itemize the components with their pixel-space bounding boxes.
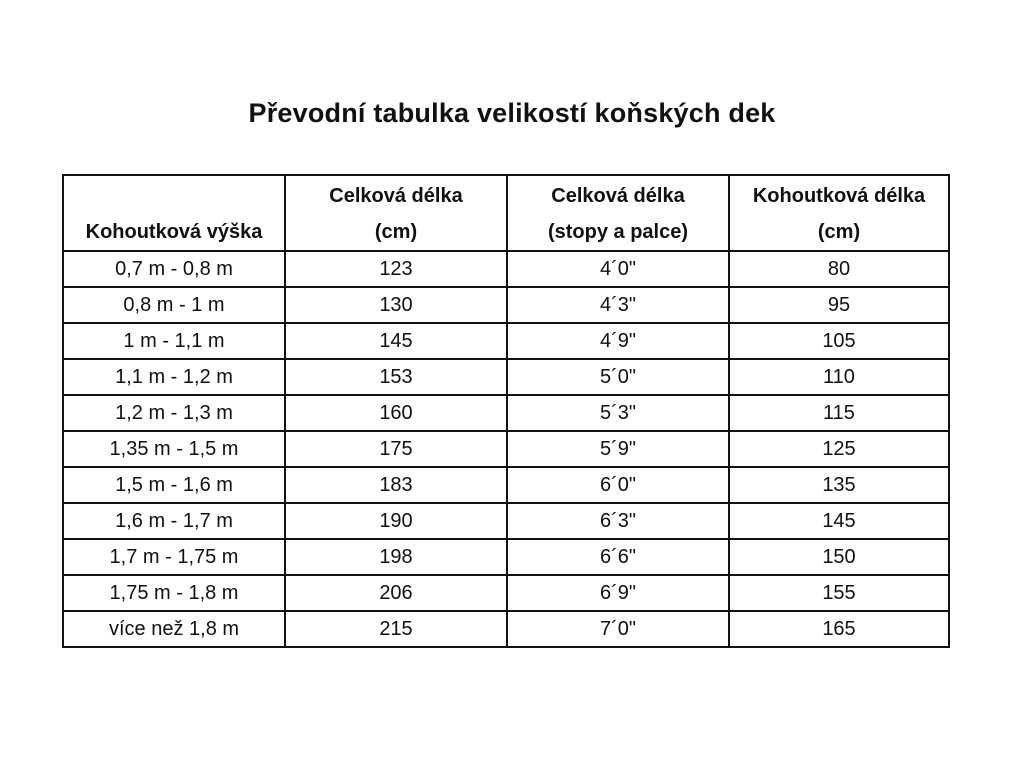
cell-withers-length-cm: 95	[729, 287, 949, 323]
header-line-1: Kohoutková délka	[752, 185, 926, 207]
cell-total-length-feet: 4´0"	[507, 251, 729, 287]
table-row	[63, 251, 949, 287]
cell-total-length-cm: 160	[285, 395, 507, 431]
cell-total-length-cm: 153	[285, 359, 507, 395]
cell-total-length-feet: 4´9"	[507, 323, 729, 359]
header-total-length-feet	[507, 175, 729, 251]
table-row	[63, 287, 949, 323]
cell-withers-length-cm: 125	[729, 431, 949, 467]
cell-total-length-cm: 130	[285, 287, 507, 323]
cell-total-length-feet: 5´3"	[507, 395, 729, 431]
cell-withers-height: 0,8 m - 1 m	[63, 287, 285, 323]
table-row	[63, 467, 949, 503]
cell-withers-height: 1,6 m - 1,7 m	[63, 503, 285, 539]
cell-withers-length-cm: 135	[729, 467, 949, 503]
table-header-row	[63, 175, 949, 251]
table-row	[63, 431, 949, 467]
cell-withers-length-cm: 110	[729, 359, 949, 395]
cell-withers-length-cm: 145	[729, 503, 949, 539]
table-row	[63, 323, 949, 359]
cell-withers-height: 1,1 m - 1,2 m	[63, 359, 285, 395]
table-row	[63, 539, 949, 575]
header-line-2: (cm)	[817, 221, 861, 243]
cell-withers-height: 1,35 m - 1,5 m	[63, 431, 285, 467]
cell-total-length-feet: 6´0"	[507, 467, 729, 503]
cell-withers-height: 1,7 m - 1,75 m	[63, 539, 285, 575]
cell-withers-height: 1,2 m - 1,3 m	[63, 395, 285, 431]
cell-withers-height: 0,7 m - 0,8 m	[63, 251, 285, 287]
cell-withers-length-cm: 80	[729, 251, 949, 287]
header-withers-height	[63, 175, 285, 251]
cell-total-length-cm: 206	[285, 575, 507, 611]
cell-total-length-cm: 198	[285, 539, 507, 575]
cell-withers-length-cm: 165	[729, 611, 949, 647]
cell-withers-height: 1,5 m - 1,6 m	[63, 467, 285, 503]
cell-total-length-cm: 123	[285, 251, 507, 287]
cell-total-length-feet: 6´9"	[507, 575, 729, 611]
table-row	[63, 503, 949, 539]
cell-total-length-cm: 175	[285, 431, 507, 467]
cell-total-length-cm: 183	[285, 467, 507, 503]
cell-total-length-feet: 6´6"	[507, 539, 729, 575]
cell-total-length-feet: 4´3"	[507, 287, 729, 323]
table-row	[63, 359, 949, 395]
cell-total-length-cm: 190	[285, 503, 507, 539]
cell-total-length-feet: 7´0"	[507, 611, 729, 647]
header-line-1: Celková délka	[329, 185, 463, 207]
cell-withers-height: více než 1,8 m	[63, 611, 285, 647]
header-line-2: Kohoutková výška	[85, 221, 263, 243]
header-line-2: (cm)	[374, 221, 418, 243]
cell-withers-length-cm: 155	[729, 575, 949, 611]
size-conversion-table	[62, 174, 950, 648]
table-row	[63, 395, 949, 431]
table-row	[63, 575, 949, 611]
cell-total-length-cm: 145	[285, 323, 507, 359]
header-total-length-cm	[285, 175, 507, 251]
cell-withers-height: 1,75 m - 1,8 m	[63, 575, 285, 611]
cell-total-length-feet: 6´3"	[507, 503, 729, 539]
cell-withers-length-cm: 150	[729, 539, 949, 575]
cell-withers-height: 1 m - 1,1 m	[63, 323, 285, 359]
cell-withers-length-cm: 105	[729, 323, 949, 359]
table-row	[63, 611, 949, 647]
cell-total-length-cm: 215	[285, 611, 507, 647]
cell-total-length-feet: 5´0"	[507, 359, 729, 395]
page-title: Převodní tabulka velikostí koňských dek	[248, 98, 776, 128]
cell-withers-length-cm: 115	[729, 395, 949, 431]
header-withers-length-cm	[729, 175, 949, 251]
header-line-1: Celková délka	[551, 185, 685, 207]
header-line-2: (stopy a palce)	[547, 221, 689, 243]
table-body	[63, 251, 949, 647]
cell-total-length-feet: 5´9"	[507, 431, 729, 467]
